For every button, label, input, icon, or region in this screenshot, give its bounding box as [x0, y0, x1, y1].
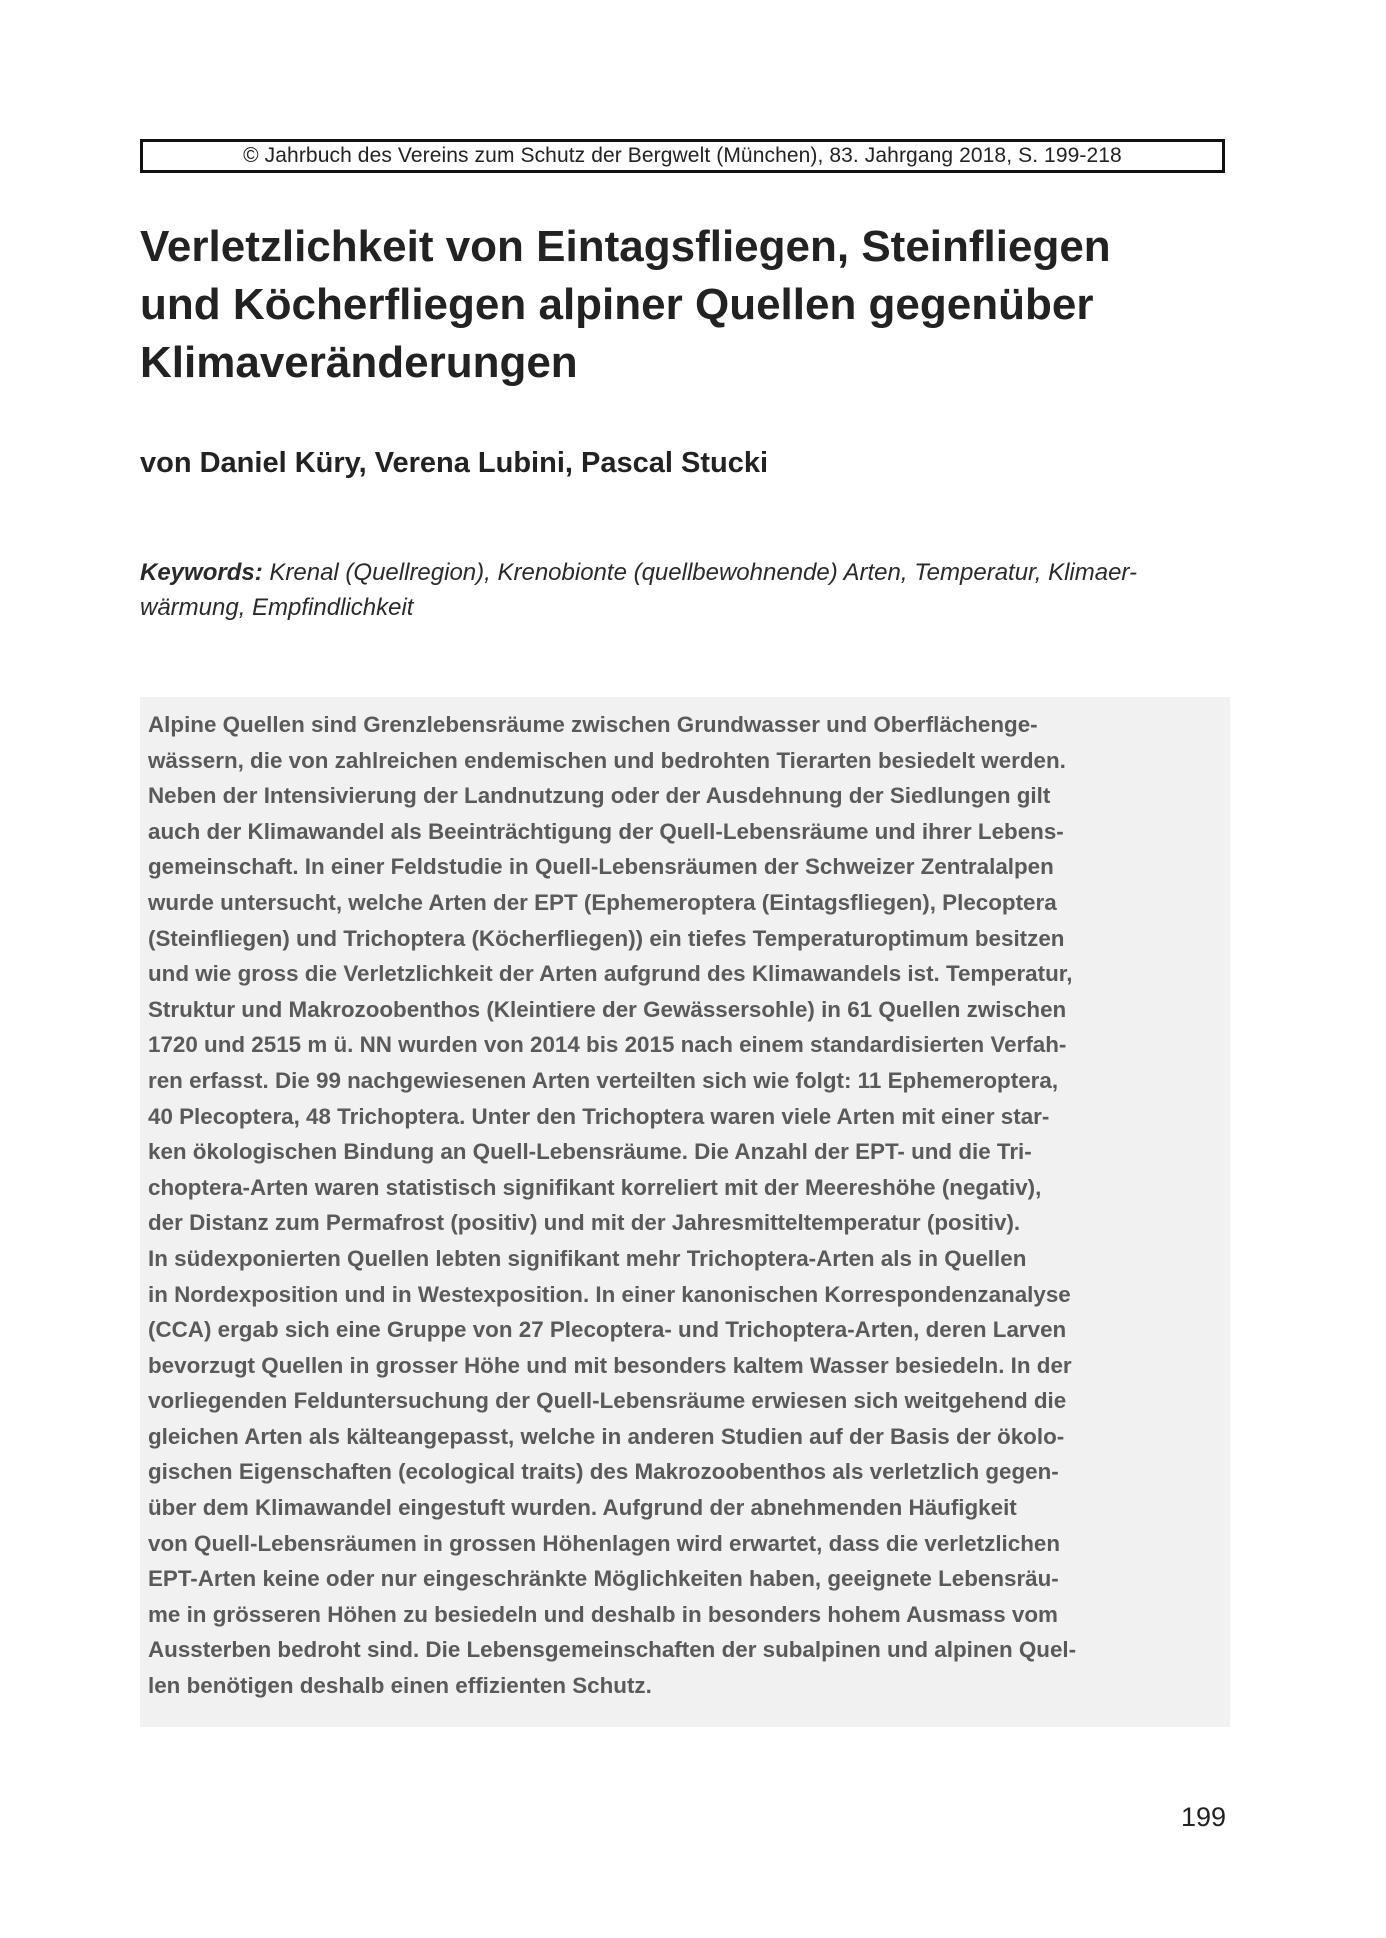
journal-citation: © Jahrbuch des Vereins zum Schutz der Bergwelt (München), 83. Jahrgang 2018, S. 199-218 — [243, 144, 1122, 167]
abstract-line: In südexponierten Quellen lebten signifikant mehr Trichoptera-Arten als in Quellen — [148, 1245, 1027, 1271]
abstract-line: (Steinfliegen) und Trichoptera (Köcherfliegen)) ein tiefes Temperaturoptimum besitzen — [148, 925, 1065, 951]
authors: von Daniel Küry, Verena Lubini, Pascal Stucki — [140, 447, 769, 479]
journal-citation-box — [140, 139, 1225, 173]
abstract — [140, 697, 1230, 1727]
abstract-line: gleichen Arten als kälteangepasst, welche in anderen Studien auf der Basis der ökolo- — [148, 1423, 1065, 1449]
abstract-line: (CCA) ergab sich eine Gruppe von 27 Plecoptera- und Trichoptera-Arten, deren Larven — [148, 1317, 1067, 1343]
keywords — [140, 555, 1225, 625]
article-title — [140, 218, 1250, 392]
keywords-label: Keywords: — [140, 559, 263, 586]
abstract-line: von Quell-Lebensräumen in grossen Höhenlagen wird erwartet, dass die verletzlichen — [148, 1530, 1061, 1556]
keywords-line — [140, 555, 1225, 590]
abstract-line: gemeinschaft. In einer Feldstudie in Quell-Lebensräumen der Schweizer Zentralalpen — [148, 854, 1054, 880]
abstract-line: 1720 und 2515 m ü. NN wurden von 2014 bis 2015 nach einem standardisierten Verfah- — [148, 1032, 1067, 1058]
abstract-line: Aussterben bedroht sind. Die Lebensgemeinschaften der subalpinen und alpinen Quel- — [148, 1637, 1077, 1663]
keywords-text: Krenal (Quellregion), Krenobionte (quellbewohnende) Arten, Temperatur, Klimaer- — [269, 559, 1137, 586]
abstract-line: bevorzugt Quellen in grosser Höhe und mit besonders kaltem Wasser besiedeln. In der — [148, 1352, 1072, 1378]
abstract-line: vorliegenden Felduntersuchung der Quell-Lebensräume erwiesen sich weitgehend die — [148, 1388, 1067, 1414]
page-number: 199 — [1180, 1802, 1226, 1832]
abstract-line: wässern, die von zahlreichen endemischen und bedrohten Tierarten besiedelt werden. — [148, 747, 1066, 773]
abstract-line: in Nordexposition und in Westexposition. In einer kanonischen Korrespondenzanalyse — [148, 1281, 1071, 1307]
keywords-line: wärmung, Empfindlichkeit — [140, 594, 414, 621]
abstract-line: wurde untersucht, welche Arten der EPT (Ephemeroptera (Eintagsfliegen), Plecoptera — [148, 889, 1057, 915]
title-line: Klimaveränderungen — [140, 338, 578, 387]
abstract-line: me in grösseren Höhen zu besiedeln und deshalb in besonders hohem Ausmass vom — [148, 1601, 1058, 1627]
abstract-line: choptera-Arten waren statistisch signifikant korreliert mit der Meereshöhe (negativ), — [148, 1174, 1042, 1200]
abstract-line: der Distanz zum Permafrost (positiv) und mit der Jahresmitteltemperatur (positiv). — [148, 1210, 1021, 1236]
abstract-line: auch der Klimawandel als Beeinträchtigung der Quell-Lebensräume und ihrer Lebens- — [148, 818, 1064, 844]
abstract-line: Alpine Quellen sind Grenzlebensräume zwischen Grundwasser und Oberflächenge- — [148, 712, 1038, 737]
abstract-line: Struktur und Makrozoobenthos (Kleintiere der Gewässersohle) in 61 Quellen zwischen — [148, 996, 1067, 1022]
abstract-line: 40 Plecoptera, 48 Trichoptera. Unter den Trichoptera waren viele Arten mit einer star- — [148, 1103, 1050, 1129]
abstract-line: ken ökologischen Bindung an Quell-Lebensräume. Die Anzahl der EPT- und die Tri- — [148, 1139, 1032, 1165]
title-line: Verletzlichkeit von Eintagsfliegen, Steinfliegen — [140, 222, 1111, 271]
title-line: und Köcherfliegen alpiner Quellen gegenüber — [140, 280, 1094, 329]
abstract-line: len benötigen deshalb einen effizienten Schutz. — [148, 1673, 652, 1699]
abstract-line: über dem Klimawandel eingestuft wurden. Aufgrund der abnehmenden Häufigkeit — [148, 1495, 1017, 1521]
abstract-line: EPT-Arten keine oder nur eingeschränkte Möglichkeiten haben, geeignete Lebensräu- — [148, 1566, 1059, 1592]
abstract-line: gischen Eigenschaften (ecological traits) des Makrozoobenthos als verletzlich gegen- — [148, 1459, 1059, 1485]
abstract-line: Neben der Intensivierung der Landnutzung oder der Ausdehnung der Siedlungen gilt — [148, 783, 1051, 809]
abstract-line: ren erfasst. Die 99 nachgewiesenen Arten verteilten sich wie folgt: 11 Ephemeroptera, — [148, 1067, 1059, 1093]
abstract-line: und wie gross die Verletzlichkeit der Arten aufgrund des Klimawandels ist. Temperatur, — [148, 961, 1073, 987]
